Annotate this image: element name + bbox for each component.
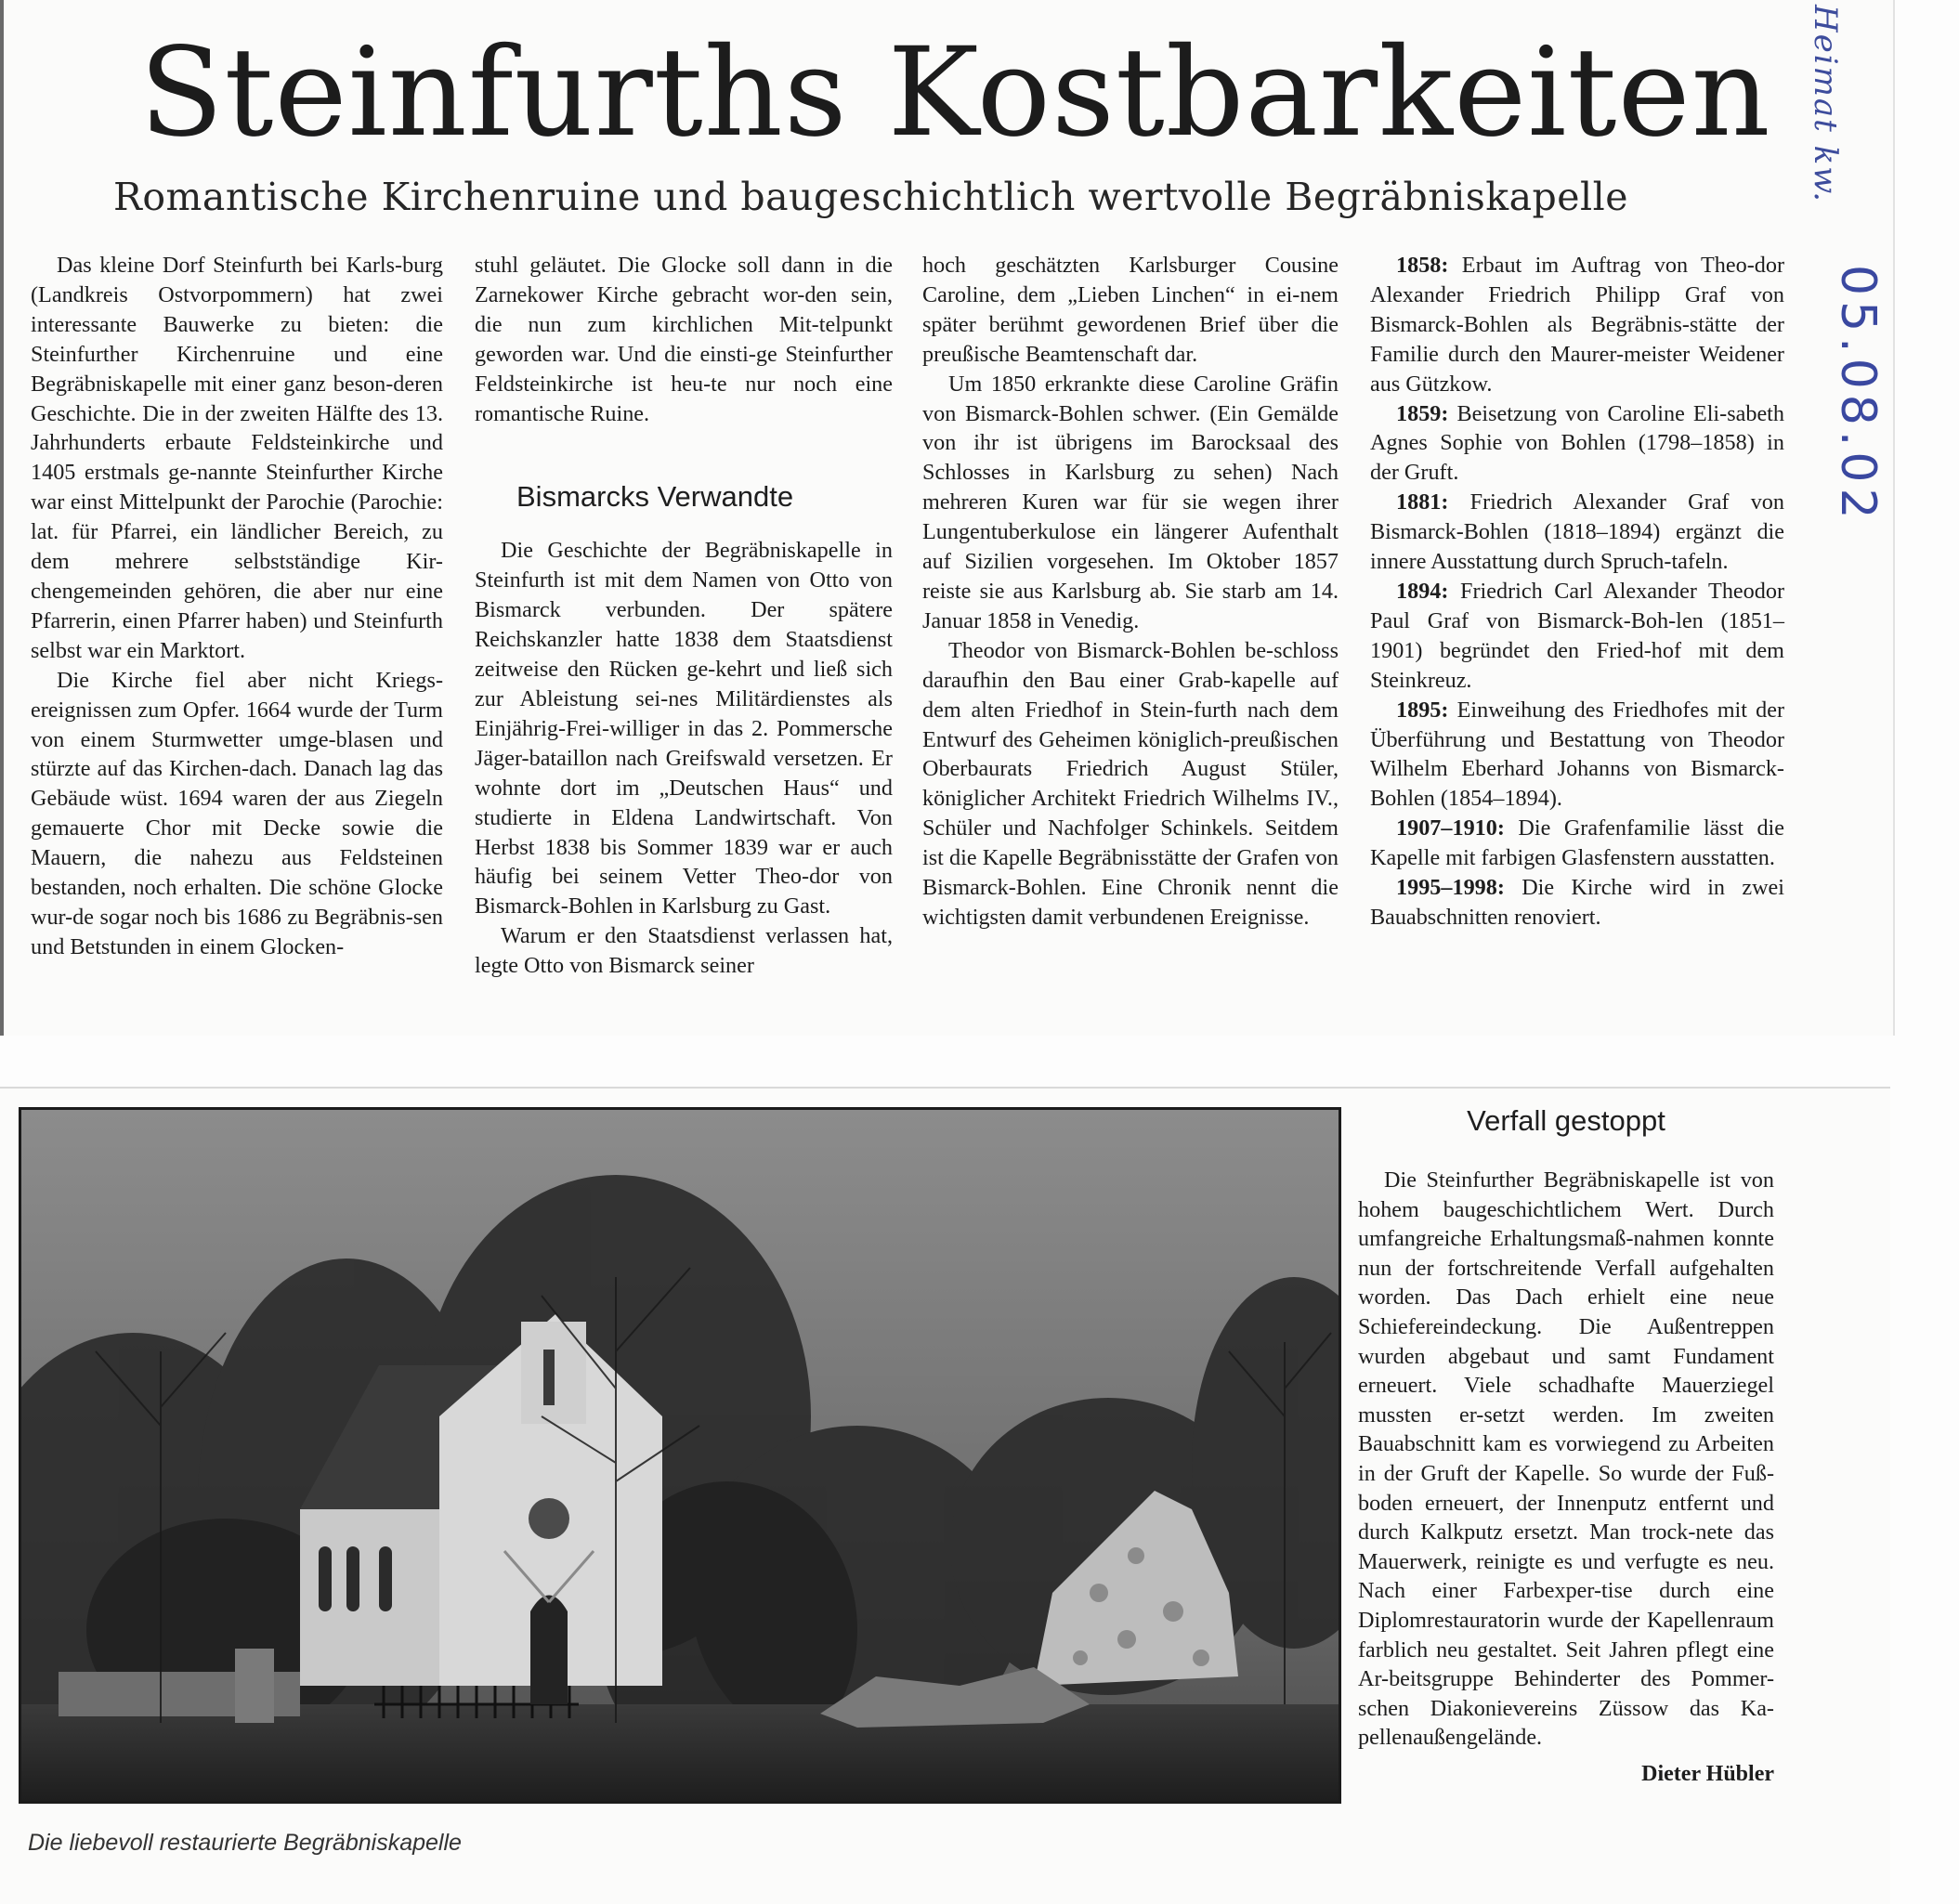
chronicle-text: Die Grafenfamilie lässt die Kapelle mit farbigen Glasfenstern ausstatten. [1370,815,1784,871]
chronicle-year: 1907–1910: [1396,815,1505,841]
section-heading: Bismarcks Verwandte [516,480,794,514]
sidebar-paragraph: Die Steinfurther Begräbniskapelle ist von hohem baugeschichtlichem Wert. Durch umfangreiche Erhaltungsmaß-nahmen konnte nun der fortschreitende Verfall aufgehalten worden. Das Dach erhielt eine neue Schiefereindeckung. Die Außentreppen wurden abgebaut und samt Fundament erneuert. Viele schadhafte Mauerziegel mussten er-setzt werden. Im zweiten Bauabschnitt kam es vorwiegend zu Arbeiten in der Gruft der Kapelle. So wurde der Fuß-boden erneuert, der Innenputz entfernt und durch Kalkputz ersetzt. Man trock-nete das Mauerwerk, reinigte es und verfugte es neu. Nach einer Farbexper-tise durch eine Diplomrestauratorin wurde der Kapellenraum farblich neu gestaltet. Seit Jahren pflegt eine Ar-beitsgruppe Behinderter des Pommer-schen Diakonievereins Züssow das Ka-pellenaußengelände. [1358,1167,1774,1751]
handwritten-date: 05.08.02 [1830,265,1886,525]
paragraph: Theodor von Bismarck-Bohlen be-schloss daraufhin den Bau einer Grab-kapelle auf dem alten Friedhof in Stein-furth nach dem Entwurf des Geheimen königlich-preußischen Oberbaurats Friedrich August Stüler, königlicher Architekt Friedrich Wilhelms IV., Schüler und Nachfolger Schinkels. Seitdem ist die Kapelle Begräbnisstätte der Grafen von Bismarck-Bohlen. Eine Chronik nennt die wichtigsten damit verbundenen Ereignisse. [922,637,1339,930]
subheadline: Romantische Kirchenruine und baugeschichtlich wertvolle Begräbniskapelle [113,175,1629,219]
handwritten-note: Heimat kw. [1807,5,1844,204]
paragraph: stuhl geläutet. Die Glocke soll dann in die Zarnekower Kirche gebracht wor-den sein, die nun zum kirchlichen Mit-telpunkt geworden war. Und die einsti-ge Steinfurther Feldsteinkirche ist heu-te nur noch eine romantische Ruine. [475,253,893,426]
headline: Steinfurths Kostbarkeiten [139,21,1771,164]
chronicle-year: 1858: [1396,253,1449,278]
chronicle-year: 1881: [1396,489,1449,515]
chronicle-text: Einweihung des Friedhofes mit der Überführung und Bestattung von Theodor Wilhelm Eberhard Johanns von Bismarck-Bohlen (1854–1894). [1370,697,1784,812]
chapel-photo [19,1107,1341,1804]
chronicle-text: Friedrich Carl Alexander Theodor Paul Graf von Bismarck-Boh-len (1851–1901) begründet den Fried-hof mit dem Steinkreuz. [1370,578,1784,693]
chronicle-entry [1370,873,1784,932]
chronicle-entry [1370,488,1784,577]
chronicle-year: 1995–1998: [1396,875,1505,901]
sidebar-heading: Verfall gestoppt [1467,1104,1665,1137]
chronicle-entry [1370,251,1784,399]
chronicle-entry [1370,577,1784,696]
chronicle-year: 1895: [1396,697,1449,723]
chronicle-column [1370,251,1784,1022]
photo-caption: Die liebevoll restaurierte Begräbniskapelle [28,1830,462,1856]
article-column-1 [31,251,443,1022]
article-column-2 [475,251,893,1022]
paragraph: Das kleine Dorf Steinfurth bei Karls-burg (Landkreis Ostvorpommern) hat zwei interessante Bauwerke zu bieten: die Steinfurther Kirchenruine und eine Begräbniskapelle mit einer ganz beson-deren Geschichte. Die in der zweiten Hälfte des 13. Jahrhunderts erbaute Feldsteinkirche und 1405 erstmals ge-nannte Steinfurther Kirche war einst Mittelpunkt der Parochie (Parochie: lat. für Pfarrei, ein ländlicher Bereich, zu dem mehrere selbstständige Kir-chengemeinden gehören, die aber nur eine Pfarrerin, einen Pfarrer haben) und Steinfurth selbst war ein Marktort. [31,253,443,663]
paragraph: Warum er den Staatsdienst verlassen hat, legte Otto von Bismarck seiner [475,923,893,979]
sidebar-article [1358,1102,1774,1789]
author-name: Dieter Hübler [1641,1761,1774,1786]
paragraph: Um 1850 erkrankte diese Caroline Gräfin von Bismarck-Bohlen schwer. (Ein Gemälde von ihr ist übrigens im Barocksaal des Schlosses in Karlsburg zu sehen) Nach mehreren Kuren war für sie wegen ihrer Lungentuberkulose ein längerer Aufenthalt auf Sizilien vorgesehen. Im Oktober 1857 reiste sie aus Karlsburg ab. Sie starb am 14. Januar 1858 in Venedig. [922,371,1339,633]
paragraph: Die Geschichte der Begräbniskapelle in Steinfurth ist mit dem Namen von Otto von Bismarck verbunden. Der spätere Reichskanzler hatte 1838 dem Staatsdienst zeitweise den Rücken ge-kehrt und ließ sich zur Ableistung sei-nes Militärdienstes als Einjährig-Frei-williger in das 2. Pommersche Jäger-bataillon nach Greifswald versetzen. Er wohnte dort im „Deutschen Haus“ und studierte in Eldena Landwirtschaft. Von Herbst 1838 bis Sommer 1839 war er auch häufig bei seinem Vetter Theo-dor von Bismarck-Bohlen in Karlsburg zu Gast. [475,538,893,919]
chronicle-year: 1859: [1396,400,1449,426]
chronicle-entry [1370,696,1784,815]
chronicle-entry [1370,814,1784,873]
chronicle-year: 1894: [1396,578,1449,604]
paragraph: Die Kirche fiel aber nicht Kriegs-ereignissen zum Opfer. 1664 wurde der Turm von einem Sturmwetter umge-blasen und stürzte auf das Kirchen-dach. Danach lag das Gebäude wüst. 1694 waren der aus Ziegeln gemauerte Chor mit Decke sowie die Mauern, die nahezu aus Feldsteinen bestanden, noch erhalten. Die schöne Glocke wur-de sogar noch bis 1686 zu Begräbnis-sen und Betstunden in einem Glocken- [31,667,443,959]
clipping-edge [1893,0,1895,1036]
chronicle-entry [1370,399,1784,489]
paragraph: hoch geschätzten Karlsburger Cousine Caroline, dem „Lieben Linchen“ in ei-nem später berühmt gewordenen Brief über die preußische Beamtenschaft dar. [922,253,1339,367]
chronicle-text: Beisetzung von Caroline Eli-sabeth Agnes Sophie von Bohlen (1798–1858) in der Gruft. [1370,400,1784,486]
chronicle-text: Die Kirche wird in zwei Bauabschnitten renoviert. [1370,875,1784,930]
clipping-edge [0,0,4,1036]
chronicle-text: Erbaut im Auftrag von Theo-dor Alexander Friedrich Philipp Graf von Bismarck-Bohlen als Begräbnis-stätte der Familie durch den Maurer-meister Weidener aus Gützkow. [1370,253,1784,397]
chronicle-text: Friedrich Alexander Graf von Bismarck-Bohlen (1818–1894) ergänzt die innere Ausstattung durch Spruch-tafeln. [1370,489,1784,575]
article-column-3 [922,251,1339,1022]
